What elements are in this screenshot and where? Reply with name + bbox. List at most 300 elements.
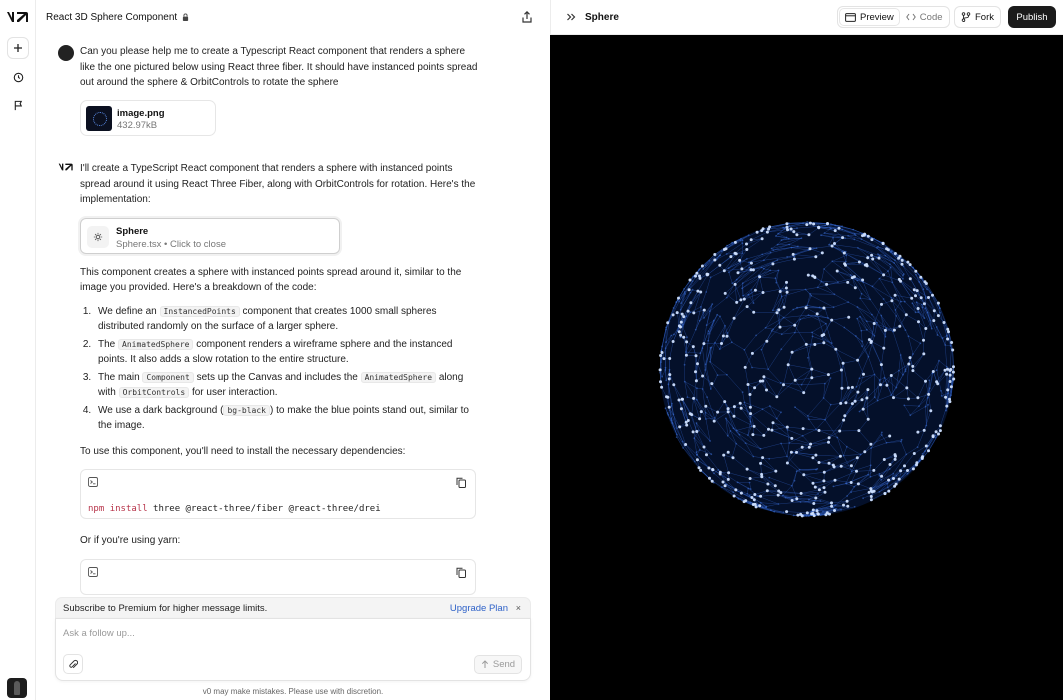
sphere-point	[779, 290, 782, 293]
list-text: along with	[98, 371, 464, 398]
sphere-point	[750, 421, 752, 423]
sphere-point	[870, 476, 872, 478]
sphere-point	[706, 396, 708, 398]
sphere-point	[718, 264, 721, 267]
sphere-point	[873, 322, 876, 325]
sphere-point	[831, 260, 833, 262]
sphere-point	[824, 491, 827, 494]
sphere-point	[914, 270, 917, 273]
attach-button[interactable]	[63, 654, 83, 674]
sphere-point	[830, 505, 833, 508]
attachment-card[interactable]	[80, 100, 216, 136]
sphere-point	[830, 223, 832, 225]
sphere-point	[689, 279, 692, 282]
sphere-point	[903, 265, 905, 267]
sphere-point	[702, 268, 704, 270]
sphere-point	[887, 270, 889, 272]
sphere-point	[846, 505, 849, 508]
sphere-point	[802, 473, 805, 476]
list-item	[94, 337, 478, 368]
sphere-point	[817, 226, 820, 229]
sphere-point	[908, 335, 910, 337]
sphere-point	[739, 298, 742, 301]
sphere-point	[889, 463, 892, 466]
sphere-point	[936, 369, 938, 371]
sphere-point	[890, 266, 892, 268]
sphere-point	[901, 439, 903, 441]
sphere-point	[840, 465, 843, 468]
sphere-point	[785, 281, 788, 284]
sphere-point	[939, 308, 941, 310]
sphere-point	[839, 455, 842, 458]
sphere-point	[913, 288, 916, 291]
code-block-npm	[80, 469, 476, 519]
sphere-point	[879, 255, 881, 257]
sphere-point	[751, 367, 753, 369]
sphere-point	[861, 238, 863, 240]
sphere-point	[816, 247, 818, 249]
history-button[interactable]	[7, 66, 29, 88]
sphere-point	[837, 281, 839, 283]
sphere-point	[842, 419, 845, 422]
sphere-point	[749, 393, 752, 396]
sphere-point	[721, 250, 723, 252]
sphere-point	[705, 364, 707, 366]
sphere-point	[896, 475, 898, 477]
sphere-point	[813, 276, 816, 279]
user-message-text: Can you please help me to create a Typescript React component that renders a sphere like the one pictured below using React three fiber. It should have instanced points spread out around the sphere & OrbitControls to rotate the sphere	[80, 46, 478, 88]
sphere-point	[866, 329, 868, 331]
sphere-point	[706, 273, 709, 276]
sphere-point	[874, 396, 876, 398]
sphere-point	[877, 246, 879, 248]
sphere-point	[938, 304, 940, 306]
clock-icon	[13, 72, 24, 83]
sphere-point	[794, 256, 796, 258]
sphere-point	[792, 230, 795, 233]
sphere-point	[702, 347, 704, 349]
sphere-point	[939, 424, 942, 427]
sphere-point	[821, 251, 824, 254]
sphere-point	[818, 488, 821, 491]
sphere-point	[861, 345, 863, 347]
sphere-point	[792, 253, 795, 256]
sphere-point	[880, 479, 882, 481]
file-card-sphere[interactable]	[80, 218, 340, 254]
sphere-point	[786, 237, 788, 239]
close-icon[interactable]: ×	[515, 603, 521, 613]
sphere-point	[949, 380, 952, 383]
sphere-point	[945, 373, 948, 376]
inline-code: OrbitControls	[119, 387, 190, 398]
sphere-point	[923, 288, 925, 290]
sphere-point	[740, 238, 742, 240]
sphere-point	[666, 396, 669, 399]
sphere-point	[808, 314, 810, 316]
sphere-point	[850, 491, 852, 493]
sphere-point	[883, 458, 886, 461]
sphere-point	[747, 434, 749, 436]
sphere-point	[731, 282, 733, 284]
sphere-point	[895, 483, 898, 486]
tab-code[interactable]	[901, 9, 948, 25]
feedback-button[interactable]	[7, 94, 29, 116]
sphere-point	[917, 446, 919, 448]
sphere-point	[670, 335, 672, 337]
sphere-point	[780, 382, 782, 384]
sphere-point	[805, 289, 807, 291]
sphere-point	[833, 486, 835, 488]
sphere-point	[763, 268, 765, 270]
sphere-point	[830, 404, 832, 406]
sphere-point	[905, 313, 908, 316]
sphere-point	[867, 418, 870, 421]
inline-code: AnimatedSphere	[118, 339, 193, 350]
sphere-point	[900, 354, 902, 356]
sphere-point	[878, 257, 881, 260]
sphere-point	[811, 512, 814, 515]
sphere-point	[667, 412, 669, 414]
sphere-point	[685, 424, 688, 427]
sphere-point	[898, 478, 901, 481]
sphere-point	[861, 279, 864, 282]
sphere-point	[890, 374, 893, 377]
sphere-point	[762, 291, 765, 294]
sphere-point	[874, 374, 876, 376]
sphere-point	[795, 254, 797, 256]
premium-text: Subscribe to Premium for higher message limits.	[63, 602, 268, 614]
sphere-point	[679, 326, 682, 329]
sphere-point	[870, 341, 873, 344]
sphere-point	[846, 495, 848, 497]
sphere-point	[861, 398, 864, 401]
sphere-point	[846, 446, 848, 448]
sphere-point	[724, 292, 727, 295]
sphere-point	[745, 248, 748, 251]
sphere-point	[760, 473, 763, 476]
double-chevron-right-icon[interactable]	[565, 11, 577, 23]
disclaimer: v0 may make mistakes. Please use with discretion.	[202, 687, 384, 696]
sphere-point	[772, 421, 775, 424]
sphere-point	[814, 497, 817, 500]
sphere-point	[788, 238, 790, 240]
sphere-point	[795, 451, 798, 454]
sphere-point	[821, 334, 824, 337]
sphere-point	[808, 515, 810, 517]
sphere-point	[936, 326, 938, 328]
sphere-point	[907, 397, 910, 400]
sphere-point	[791, 351, 794, 354]
tab-preview[interactable]	[840, 9, 899, 25]
sphere-point	[699, 352, 701, 354]
sphere-point	[847, 386, 850, 389]
sphere-point	[892, 396, 895, 399]
sphere-point	[686, 315, 688, 317]
sphere-point	[856, 280, 858, 282]
sphere-point	[807, 357, 809, 359]
sphere-point	[698, 430, 700, 432]
sphere-point	[785, 287, 788, 290]
send-button[interactable]	[474, 655, 522, 674]
sphere-point	[815, 429, 817, 431]
sphere-point	[694, 275, 697, 278]
sphere-point	[752, 456, 754, 458]
sphere-point	[766, 483, 769, 486]
sphere-point	[744, 402, 746, 404]
sphere-point	[781, 239, 783, 241]
sphere-point	[765, 327, 767, 329]
sphere-point	[785, 510, 788, 513]
sphere-point	[790, 451, 793, 454]
followup-input[interactable]: Ask a follow up...	[63, 628, 135, 639]
sphere-point	[909, 414, 911, 416]
sphere-point	[880, 363, 883, 366]
sphere-point	[766, 231, 769, 234]
sphere-point	[713, 473, 715, 475]
sphere-point	[699, 320, 701, 322]
sphere-point	[771, 330, 773, 332]
lock-icon	[182, 13, 189, 21]
sphere-point	[796, 307, 798, 309]
sphere-point	[790, 228, 793, 231]
sphere-point	[769, 405, 771, 407]
sphere-point	[665, 380, 667, 382]
sphere-point	[778, 503, 780, 505]
sphere-point	[774, 484, 777, 487]
sphere-point	[661, 351, 664, 354]
sphere-point	[820, 281, 822, 283]
sphere-point	[733, 415, 736, 418]
sphere-point	[921, 307, 923, 309]
sphere-point	[843, 327, 845, 329]
sphere-point	[760, 229, 763, 232]
sphere-point	[935, 434, 937, 436]
send-label: Send	[492, 659, 516, 670]
sphere-point	[793, 258, 796, 261]
list-text: sets up the Canvas and includes the	[193, 371, 361, 383]
sphere-point	[879, 278, 881, 280]
sphere-point	[780, 348, 782, 350]
code-args: three @react-three/fiber @react-three/drei	[153, 504, 381, 514]
sphere-point	[781, 296, 783, 298]
sphere-point	[899, 280, 902, 283]
v0-logo-icon[interactable]	[6, 10, 30, 24]
sphere-point	[711, 468, 714, 471]
sphere-point	[861, 234, 864, 237]
sphere-point	[851, 402, 854, 405]
upgrade-plan-link[interactable]: Upgrade Plan	[449, 602, 508, 614]
sphere-point	[704, 369, 706, 371]
sphere-point	[894, 259, 896, 261]
sphere-point	[698, 417, 701, 420]
sphere-point	[663, 357, 666, 360]
sphere-point	[805, 306, 808, 309]
sphere-point	[709, 310, 711, 312]
sphere-point	[682, 336, 685, 339]
sphere-point	[682, 447, 684, 449]
sphere-point	[724, 325, 726, 327]
sphere-point	[659, 354, 662, 357]
sphere-point	[927, 449, 930, 452]
sphere-point	[737, 271, 740, 274]
sphere-point	[707, 467, 710, 470]
sphere-point	[923, 429, 926, 432]
sphere-point	[742, 391, 744, 393]
sphere-point	[751, 426, 753, 428]
sphere-point	[676, 311, 679, 314]
sphere-point	[912, 302, 914, 304]
sphere-point	[770, 509, 772, 511]
sphere-point	[825, 283, 828, 286]
sphere-point	[879, 473, 881, 475]
sphere-point	[698, 466, 701, 469]
sphere-point	[708, 333, 710, 335]
sphere-point	[744, 366, 747, 369]
sphere-point	[914, 294, 917, 297]
copy-icon[interactable]	[456, 477, 466, 488]
sphere-point	[709, 440, 711, 442]
sphere-point	[678, 425, 681, 428]
sphere-point	[890, 394, 892, 396]
sphere-point	[750, 496, 753, 499]
sphere-point	[705, 453, 708, 456]
sphere-point	[794, 406, 796, 408]
sphere-point	[826, 511, 829, 514]
sphere-point	[809, 247, 812, 250]
sphere-canvas[interactable]	[550, 35, 1063, 700]
chat-title[interactable]: React 3D Sphere Component	[46, 11, 178, 23]
sphere-point	[726, 335, 729, 338]
sphere-point	[661, 345, 663, 347]
sphere-point	[714, 342, 716, 344]
new-chat-button[interactable]	[7, 37, 29, 59]
sphere-point	[678, 330, 681, 333]
sphere-point	[857, 306, 859, 308]
file-card-name: Sphere	[116, 225, 149, 237]
sphere-point	[810, 511, 812, 513]
sphere-point	[902, 374, 904, 376]
sphere-point	[717, 469, 719, 471]
sphere-point	[912, 353, 914, 355]
sphere-point	[659, 368, 662, 371]
sphere-point	[834, 225, 836, 227]
sphere-point	[924, 280, 927, 283]
sphere-point	[755, 335, 757, 337]
sphere-point	[786, 462, 789, 465]
code-icon	[906, 13, 916, 21]
sphere-preview[interactable]	[550, 35, 1063, 700]
sphere-point	[702, 342, 705, 345]
sphere-point	[842, 504, 845, 507]
sphere-point	[885, 384, 888, 387]
sphere-point	[903, 464, 906, 467]
sphere-point	[664, 369, 666, 371]
sphere-point	[891, 250, 893, 252]
sphere-point	[667, 414, 669, 416]
sphere-point	[868, 338, 871, 341]
sphere-point	[772, 309, 774, 311]
sphere-point	[673, 414, 675, 416]
sphere-point	[707, 340, 709, 342]
sphere-point	[948, 398, 951, 401]
copy-icon[interactable]	[456, 567, 466, 578]
sphere-point	[871, 314, 873, 316]
sphere-point	[876, 322, 878, 324]
sphere-point	[790, 437, 793, 440]
sphere-point	[883, 298, 885, 300]
sphere-point	[689, 301, 692, 304]
left-rail	[0, 0, 36, 700]
fork-button[interactable]	[954, 6, 1001, 28]
sphere-point	[733, 317, 736, 320]
sphere-point	[695, 379, 698, 382]
user-avatar-button[interactable]	[7, 678, 27, 698]
sphere-point	[932, 370, 935, 373]
sphere-point	[906, 261, 909, 264]
sphere-point	[732, 456, 735, 459]
sphere-point	[762, 506, 764, 508]
sphere-point	[676, 427, 678, 429]
sphere-point	[833, 306, 835, 308]
sphere-point	[924, 327, 927, 330]
sphere-point	[905, 386, 908, 389]
sphere-point	[832, 464, 835, 467]
sphere-point	[892, 477, 895, 480]
sphere-point	[699, 469, 702, 472]
sphere-point	[818, 461, 821, 464]
sphere-point	[834, 229, 837, 232]
sphere-point	[730, 430, 732, 432]
sphere-point	[788, 244, 790, 246]
publish-button[interactable]: Publish	[1008, 6, 1056, 28]
sphere-point	[816, 312, 819, 315]
sphere-point	[840, 369, 843, 372]
sphere-point	[827, 317, 829, 319]
sphere-point	[763, 259, 765, 261]
sphere-point	[881, 432, 883, 434]
sphere-point	[834, 479, 837, 482]
sphere-point	[781, 333, 783, 335]
sphere-point	[794, 480, 796, 482]
share-icon[interactable]	[520, 10, 534, 24]
sphere-point	[690, 413, 693, 416]
sphere-point	[771, 262, 774, 265]
sphere-point	[847, 235, 849, 237]
sphere-point	[892, 473, 894, 475]
sphere-point	[823, 486, 826, 489]
sphere-point	[938, 360, 940, 362]
attachment-size: 432.97kB	[117, 120, 158, 131]
breakdown-intro: This component creates a sphere with instanced points spread around it, similar to the image you provided. Here's a breakdown of the code:	[80, 266, 462, 293]
sphere-point	[775, 235, 777, 237]
sphere-point	[952, 365, 955, 368]
sphere-point	[876, 256, 878, 258]
sphere-point	[793, 515, 795, 517]
sphere-point	[750, 238, 753, 241]
sphere-point	[759, 462, 762, 465]
sphere-point	[699, 277, 702, 280]
premium-banner	[55, 597, 531, 618]
sphere-point	[827, 373, 830, 376]
sphere-point	[750, 488, 752, 490]
code-block-yarn	[80, 559, 476, 595]
sphere-point	[916, 396, 919, 399]
sphere-point	[766, 489, 769, 492]
sphere-point	[874, 335, 876, 337]
sphere-point	[706, 324, 708, 326]
sphere-point	[696, 451, 698, 453]
sphere-point	[773, 511, 775, 513]
